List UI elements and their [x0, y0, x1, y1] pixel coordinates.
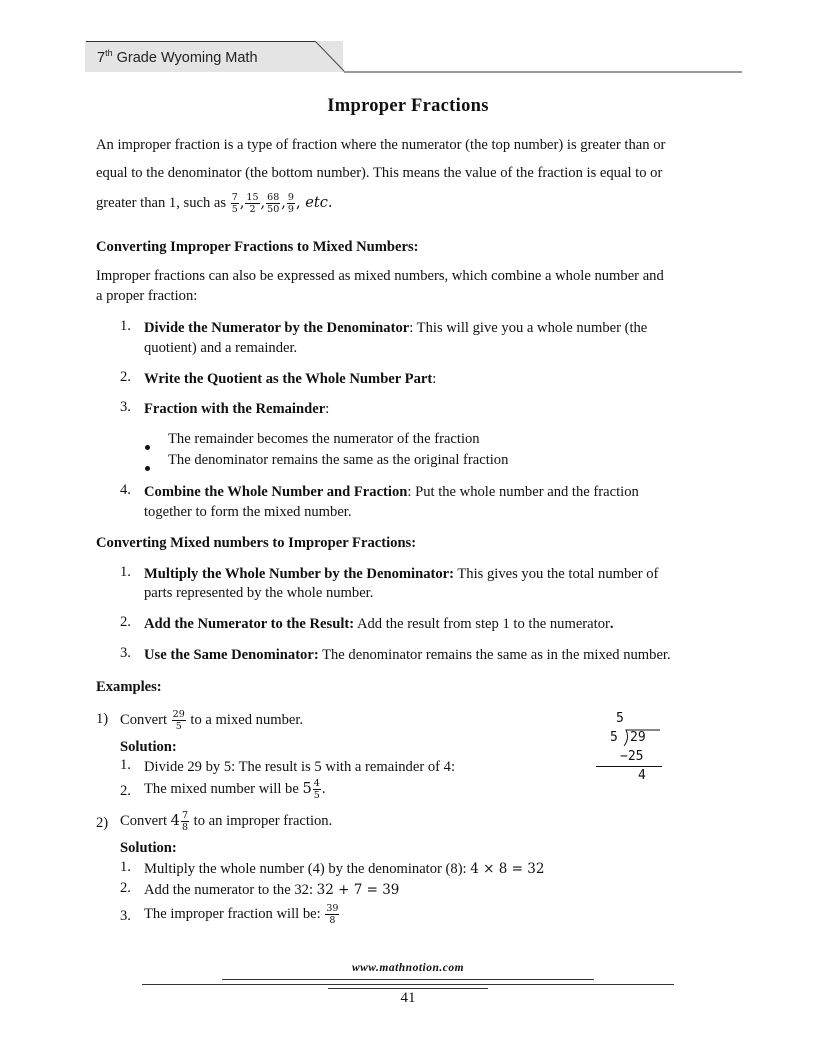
footer-url: www.mathnotion.com: [351, 962, 465, 974]
step-number: 2.: [120, 369, 131, 385]
bullet-dot: [145, 437, 150, 455]
step-3: Use the Same Denominator: The denominator remains the same as in the mixed number.: [144, 647, 671, 663]
step-4-continued: together to form the mixed number.: [144, 504, 352, 520]
bullet-item: The denominator remains the same as the original fraction: [168, 452, 509, 468]
division-subtract: −25: [620, 749, 644, 764]
examples-heading: Examples:: [96, 679, 162, 695]
step-2: Write the Quotient as the Whole Number Part:: [144, 371, 437, 387]
example-number: 2): [96, 815, 109, 831]
example-1-step-2: The mixed number will be 5 $\frac{4}{5}$ .: [144, 778, 326, 801]
step-1-continued: parts represented by the whole number.: [144, 585, 374, 601]
solution-label: Solution:: [120, 840, 177, 856]
section-intro-line-1: Improper fractions can also be expressed as mixed numbers, which combine a whole number and: [96, 268, 664, 284]
step-number: 1.: [120, 564, 131, 580]
intro-line-3: greater than 1, such as $\frac{7}{5}$ , $\frac{15}{2}$ , $\frac{68}{50}$ , $\frac{9}{9}$ , etc.: [96, 192, 333, 215]
step-1: Divide the Numerator by the Denominator: This will give you a whole number (the: [144, 320, 648, 336]
example-1-step-1: Divide 29 by 5: The result is 5 with a remainder of 4:: [144, 759, 456, 775]
step-4: Combine the Whole Number and Fraction: Put the whole number and the fraction: [144, 484, 639, 500]
footer-rule: [142, 984, 674, 985]
step-number: 3.: [120, 645, 131, 661]
example-fraction: $\frac{7}{5}$: [231, 192, 238, 215]
section-intro-line-2: a proper fraction:: [96, 288, 198, 304]
example-2-step-3: The improper fraction will be: $\frac{39}{8}$: [144, 903, 339, 926]
page-title: Improper Fractions: [327, 96, 489, 116]
intro-line-2: equal to the denominator (the bottom number). This means the value of the fraction is equal to or: [96, 165, 663, 181]
solution-label: Solution:: [120, 739, 177, 755]
division-rule: [596, 766, 662, 767]
section-heading: Converting Mixed numbers to Improper Fractions:: [96, 535, 417, 551]
page-number: 41: [400, 990, 416, 1006]
step-number: 3.: [120, 399, 131, 415]
header-title: 7th Grade Wyoming Math: [97, 48, 258, 66]
step-number: 2.: [120, 880, 131, 896]
step-number: 4.: [120, 482, 131, 498]
division-remainder: 4: [638, 768, 646, 783]
footer-rule: [328, 988, 488, 989]
example-fraction: $\frac{68}{50}$: [267, 192, 280, 215]
step-number: 1.: [120, 859, 131, 875]
division-quotient: 5: [616, 711, 624, 726]
step-number: 2.: [120, 614, 131, 630]
example-fraction: $\frac{9}{9}$: [287, 192, 294, 215]
division-dividend: 29: [630, 730, 646, 745]
example-fraction: $\frac{15}{2}$: [246, 192, 259, 215]
step-number: 1.: [120, 318, 131, 334]
bullet-dot: [145, 458, 150, 476]
intro-line-1: An improper fraction is a type of fraction where the numerator (the top number) is greater than or: [96, 137, 666, 153]
bullet-item: The remainder becomes the numerator of the fraction: [168, 431, 480, 447]
section-heading: Converting Improper Fractions to Mixed Numbers:: [96, 239, 419, 255]
example-2-step-2: Add the numerator to the 32: 32 + 7 = 39: [144, 882, 400, 898]
header-top-rule: [86, 41, 315, 42]
step-number: 3.: [120, 908, 131, 924]
step-number: 2.: [120, 783, 131, 799]
example-1-prompt: Convert $\frac{29}{5}$ to a mixed number.: [120, 709, 304, 732]
footer-rule: [222, 979, 594, 980]
division-divisor: 5: [610, 730, 618, 745]
example-number: 1): [96, 711, 109, 727]
step-1-continued: quotient) and a remainder.: [144, 340, 298, 356]
example-2-step-1: Multiply the whole number (4) by the denominator (8): 4 × 8 = 32: [144, 861, 545, 877]
step-number: 1.: [120, 757, 131, 773]
example-2-prompt: Convert 4 $\frac{7}{8}$ to an improper fraction.: [120, 810, 333, 833]
step-2: Add the Numerator to the Result: Add the result from step 1 to the numerator.: [144, 616, 614, 632]
header-rule: [344, 71, 742, 73]
step-3: Fraction with the Remainder:: [144, 401, 330, 417]
header-tab-slant: [300, 41, 360, 74]
step-1: Multiply the Whole Number by the Denominator: This gives you the total number of: [144, 566, 659, 582]
